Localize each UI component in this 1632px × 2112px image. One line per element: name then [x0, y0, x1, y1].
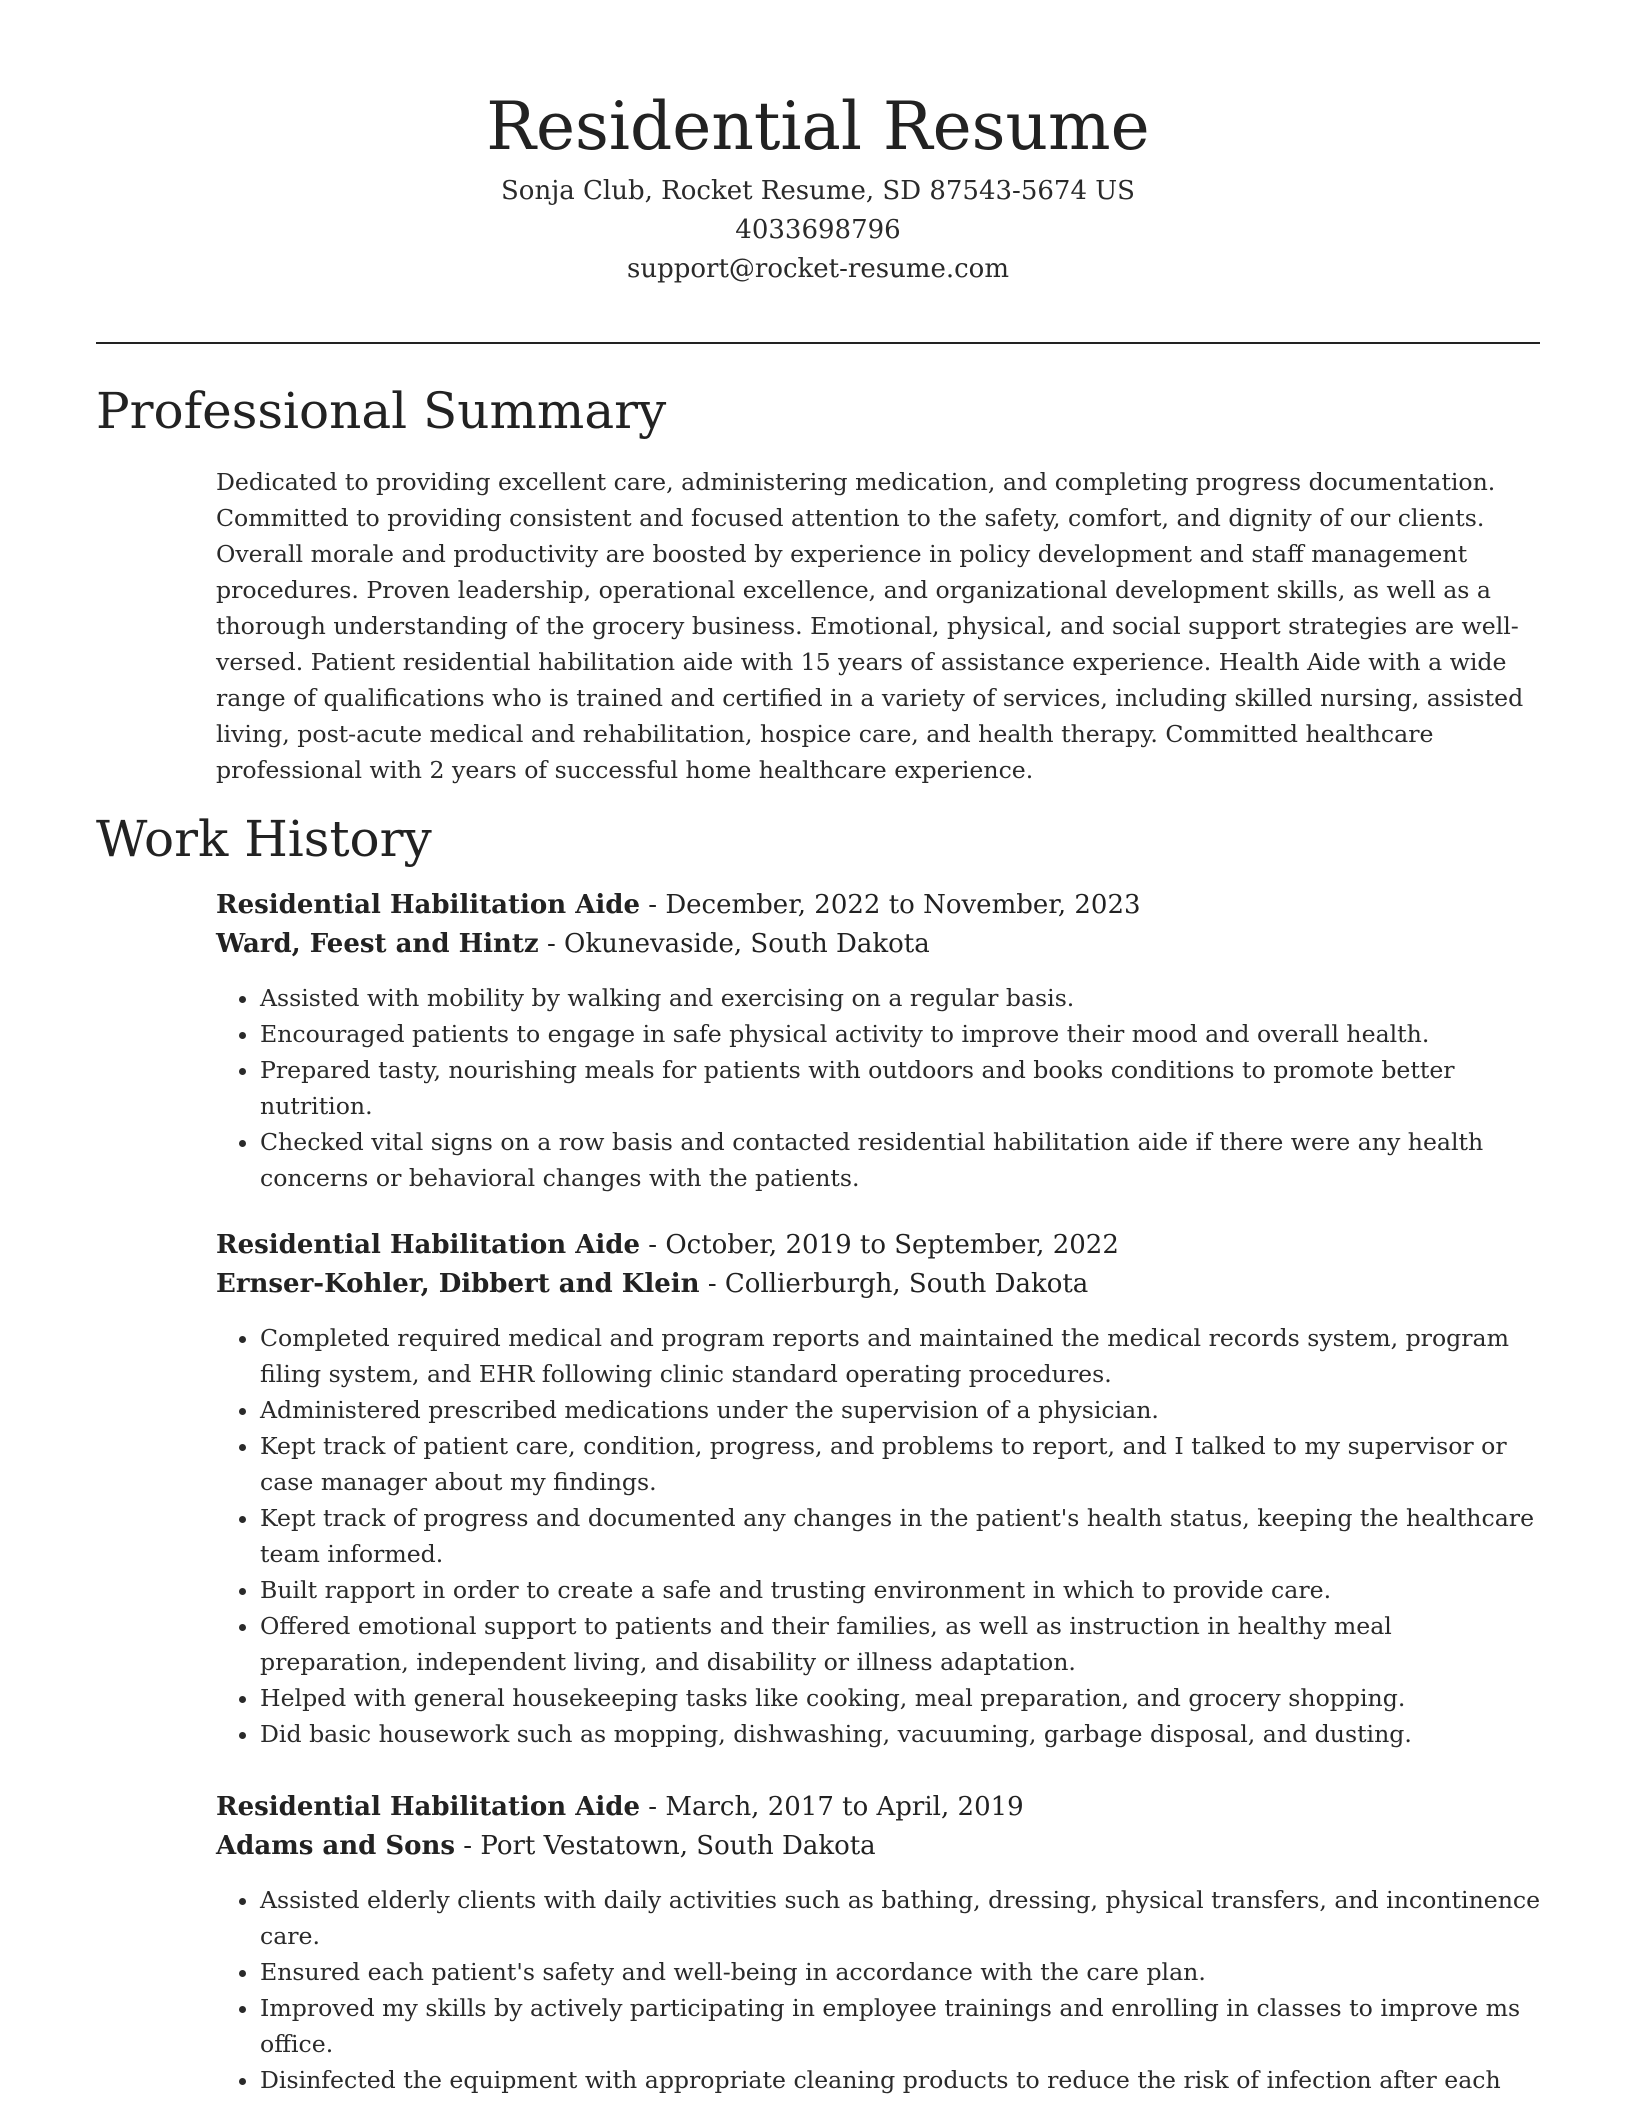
summary-text: Dedicated to providing excellent care, administering medication, and completing progress documentation. Committed to providing consistent and focused attention to the safety, comfort, and dignity of our clients. Overall morale and productivity are boosted by experience in policy development and staff management procedures. Proven leadership, operational excellence, and organizational development skills, as well as a thorough understanding of the grocery business. Emotional, physical, and social support strategies are well-versed. Patient residential habilitation aide with 15 years of assistance experience. Health Aide with a wide range of qualifications who is trained and certified in a variety of services, including skilled nursing, assisted living, post-acute medical and rehabilitation, hospice care, and health therapy. Committed healthcare professional with 2 years of successful home healthcare experience. [216, 468, 1524, 784]
job-title-line [216, 886, 1546, 925]
job-separator: - [640, 890, 666, 920]
resume-title: Residential Resume [486, 88, 1150, 165]
job-duty: • Kept track of progress and documented any changes in the patient's health status, keeping the healthcare team informed. [260, 1500, 1546, 1572]
job-separator: - [640, 1230, 666, 1260]
job-duty: • Kept track of patient care, condition, progress, and problems to report, and I talked to my supervisor or case manager about my findings. [260, 1428, 1546, 1500]
job-location: Port Vestatown, South Dakota [480, 1831, 876, 1861]
job-location: Collierburgh, South Dakota [724, 1269, 1089, 1299]
contact-address: Sonja Club, Rocket Resume, SD 87543-5674 US [500, 176, 1135, 206]
resume-header [96, 82, 1540, 289]
job-company: Ward, Feest and Hintz [216, 929, 539, 959]
job-company-line [216, 1265, 1546, 1304]
job-separator: - [640, 1792, 666, 1822]
job-duty: • Offered emotional support to patients and their families, as well as instruction in healthy meal preparation, independent living, and disability or illness adaptation. [260, 1608, 1546, 1680]
job-entry [216, 1226, 1546, 1752]
job-duty: • Administered prescribed medications under the supervision of a physician. [260, 1392, 1546, 1428]
job-duties-list [216, 980, 1546, 1196]
contact-block [96, 172, 1540, 289]
job-duty: • Encouraged patients to engage in safe physical activity to improve their mood and overall health. [260, 1016, 1546, 1052]
job-duty: • Built rapport in order to create a safe and trusting environment in which to provide care. [260, 1572, 1546, 1608]
contact-email: support@rocket-resume.com [626, 254, 1009, 284]
job-dates: March, 2017 to April, 2019 [665, 1792, 1024, 1822]
job-duty: • Checked vital signs on a row basis and contacted residential habilitation aide if there were any health concerns or behavioral changes with the patients. [260, 1124, 1546, 1196]
job-title-line [216, 1788, 1546, 1827]
job-duty: • Disinfected the equipment with appropriate cleaning products to reduce the risk of infection after each [260, 2062, 1546, 2098]
job-title: Residential Habilitation Aide [216, 890, 640, 920]
job-entry [216, 886, 1546, 1196]
job-title: Residential Habilitation Aide [216, 1230, 640, 1260]
contact-phone: 4033698796 [735, 215, 901, 245]
job-company: Adams and Sons [216, 1831, 456, 1861]
job-title-line [216, 1226, 1546, 1265]
job-company-line [216, 925, 1546, 964]
header-divider [96, 342, 1540, 344]
job-dates: October, 2019 to September, 2022 [665, 1230, 1119, 1260]
job-duty: • Improved my skills by actively participating in employee trainings and enrolling in classes to improve ms office. [260, 1990, 1546, 2062]
work-history-heading: Work History [96, 810, 432, 868]
job-duties-list [216, 1882, 1546, 2098]
job-duty: • Completed required medical and program reports and maintained the medical records system, program filing system, and EHR following clinic standard operating procedures. [260, 1320, 1546, 1392]
job-duty: • Helped with general housekeeping tasks like cooking, meal preparation, and grocery shopping. [260, 1680, 1546, 1716]
job-duty: • Ensured each patient's safety and well-being in accordance with the care plan. [260, 1954, 1546, 1990]
job-location: Okunevaside, South Dakota [564, 929, 930, 959]
job-company: Ernser-Kohler, Dibbert and Klein [216, 1269, 700, 1299]
summary-heading: Professional Summary [96, 382, 667, 440]
job-separator: - [455, 1831, 481, 1861]
job-title: Residential Habilitation Aide [216, 1792, 640, 1822]
job-company-line [216, 1827, 1546, 1866]
job-dates: December, 2022 to November, 2023 [665, 890, 1141, 920]
job-duty: • Assisted with mobility by walking and exercising on a regular basis. [260, 980, 1546, 1016]
job-duty: • Did basic housework such as mopping, dishwashing, vacuuming, garbage disposal, and dusting. [260, 1716, 1546, 1752]
job-duty: • Assisted elderly clients with daily activities such as bathing, dressing, physical transfers, and incontinence care. [260, 1882, 1546, 1954]
job-separator: - [538, 929, 565, 959]
job-duty: • Prepared tasty, nourishing meals for patients with outdoors and books conditions to promote better nutrition. [260, 1052, 1546, 1124]
job-entry [216, 1788, 1546, 2098]
job-duties-list [216, 1320, 1546, 1752]
job-separator: - [699, 1269, 725, 1299]
